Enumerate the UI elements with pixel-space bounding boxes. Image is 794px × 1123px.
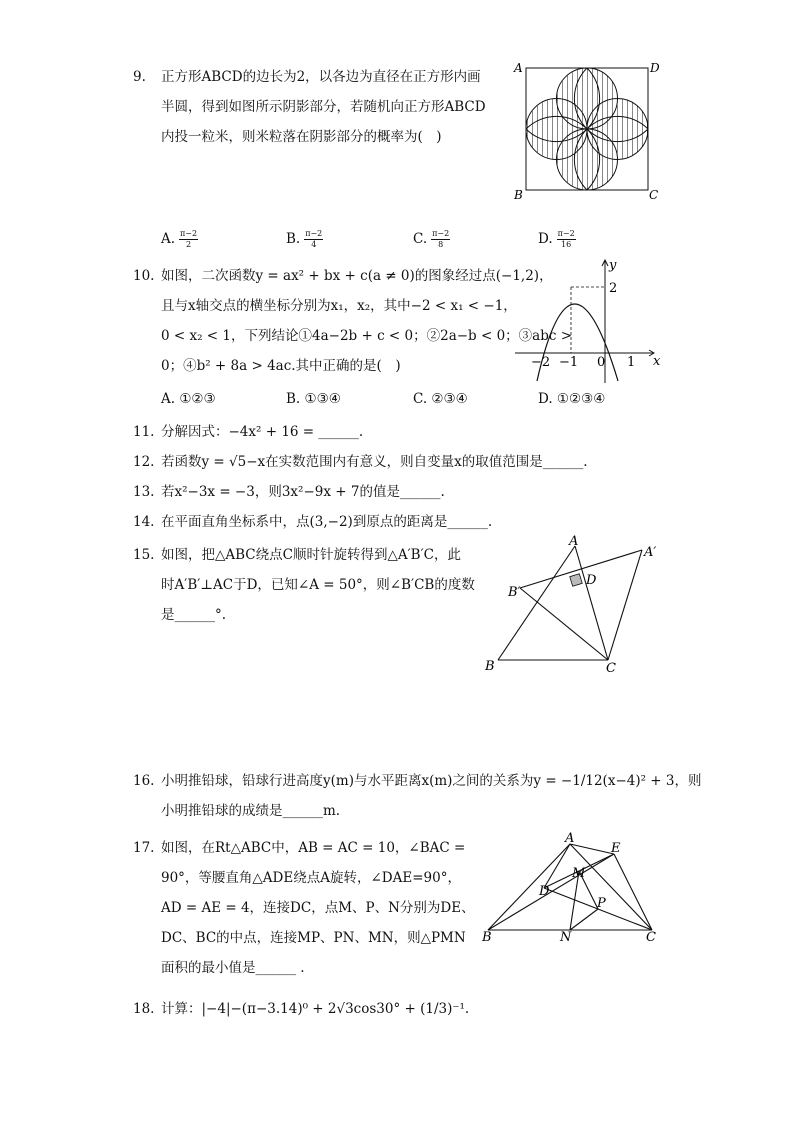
option-c[interactable]: C. ②③④: [413, 391, 468, 407]
label-d: D: [650, 61, 660, 75]
question-number: 11.: [133, 424, 155, 440]
label-c: C: [646, 930, 656, 945]
y-axis-label: y: [609, 258, 617, 273]
label-b: B: [485, 659, 495, 674]
label-c: C: [649, 188, 659, 202]
question-text: 若函数y = √5−x在实数范围内有意义，则自变量x的取值范围是______.: [161, 454, 588, 470]
label-b: B: [514, 188, 523, 202]
question-10-options: [161, 391, 661, 413]
question-number: 10.: [133, 268, 155, 284]
question-number: 14.: [133, 514, 155, 530]
question-number: 17.: [133, 840, 155, 856]
label-d: D: [586, 573, 597, 588]
question-number: 13.: [133, 484, 155, 500]
parabola-graph: [515, 255, 665, 385]
question-9-options: [161, 229, 661, 251]
tick-0: 0: [597, 355, 606, 370]
label-a: A: [514, 61, 523, 75]
question-text: 如图，二次函数y = ax² + bx + c(a ≠ 0)的图象经过点(−1,2)， 且与x轴交点的横坐标分别为x₁，x₂，其中−2 < x₁ < −1， 0 < x₂ < 1，下列结论①4a−2b + c < 0；②2a−b < 0；③abc > 0；④b² + 8a > 4ac.其中正确的是( ): [161, 268, 573, 374]
question-number: 16.: [133, 773, 155, 789]
question-text: 在平面直角坐标系中，点(3,−2)到原点的距离是______.: [161, 514, 493, 530]
option-c[interactable]: C. $\frac{\pi-2}{8}$: [413, 229, 450, 249]
label-e: E: [611, 841, 621, 856]
question-number: 12.: [133, 454, 155, 470]
triangle-rotation-figure: [478, 828, 668, 948]
question-number: 15.: [133, 547, 155, 563]
option-d[interactable]: D. ①②③④: [538, 391, 606, 407]
question-text: 若x²−3x = −3，则3x²−9x + 7的值是______.: [161, 484, 445, 500]
tick-1: 1: [627, 355, 636, 370]
label-b-prime: B′: [508, 585, 521, 600]
option-b[interactable]: B. $\frac{\pi-2}{4}$: [286, 229, 323, 249]
question-text: 计算：|−4|−(π−3.14)⁰ + 2√3cos30° + (1/3)⁻¹.: [161, 1001, 470, 1017]
tick-2: 2: [609, 281, 618, 296]
question-text: 正方形ABCD的边长为2，以各边为直径在正方形内画 半圆，得到如图所示阴影部分，若随机向正方形ABCD 内投一粒米，则米粒落在阴影部分的概率为( ): [161, 69, 486, 145]
question-text: 如图，把△ABC绕点C顺时针旋转得到△A′B′C，此 时A′B′⊥AC于D，已知∠A = 50°，则∠B′CB的度数 是______°.: [161, 547, 475, 623]
label-d: D: [539, 884, 550, 899]
label-n: N: [560, 930, 572, 945]
question-number: 18.: [133, 1001, 155, 1017]
option-b[interactable]: B. ①③④: [286, 391, 341, 407]
x-axis-label: x: [653, 354, 661, 369]
label-p: P: [597, 896, 606, 911]
label-b: B: [482, 930, 492, 945]
tick-minus-2: −2: [531, 355, 551, 370]
label-a: A: [565, 831, 575, 846]
question-text: 如图，在Rt△ABC中，AB = AC = 10，∠BAC = 90°，等腰直角△ADE绕点A旋转，∠DAE=90°， AD = AE = 4，连接DC，点M、P、N分别为DE、 DC、BC的中点，连接MP、PN、MN，则△PMN 面积的最小值是______ .: [161, 840, 475, 976]
option-d[interactable]: D. $\frac{\pi-2}{16}$: [538, 229, 575, 249]
label-a: A: [569, 534, 579, 549]
tick-minus-1: −1: [559, 355, 579, 370]
question-text: 小明推铅球，铅球行进高度y(m)与水平距离x(m)之间的关系为y = −1/12(x−4)² + 3，则 小明推铅球的成绩是______m.: [161, 773, 702, 819]
option-a[interactable]: A. ①②③: [161, 391, 216, 407]
question-number: 9.: [133, 69, 146, 85]
label-m: M: [572, 866, 586, 881]
question-text: 分解因式：−4x² + 16 = ______.: [161, 424, 364, 440]
square-semicircles-figure: [512, 60, 662, 205]
label-c: C: [606, 661, 616, 676]
rotation-figure: [480, 530, 670, 680]
label-a-prime: A′: [644, 545, 657, 560]
option-a[interactable]: A. $\frac{\pi-2}{2}$: [161, 229, 198, 249]
